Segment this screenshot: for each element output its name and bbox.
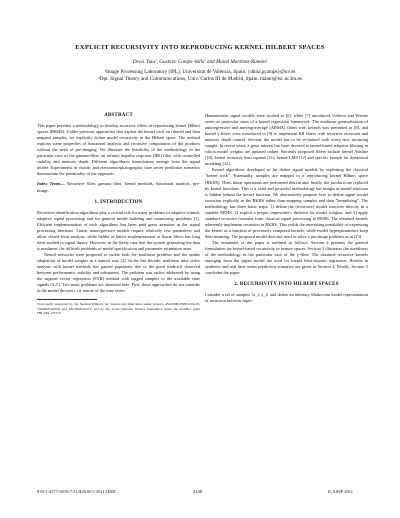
- left-column: [37, 113, 200, 315]
- author-list: Devis Tuia¹, Gustavo Camps-Valls¹ and Manel Martínez-Ramón²: [132, 59, 268, 65]
- intro-paragraph-2: Neural networks were proposed to tackle both the nonlinear problem and the online adaptation of model weights in a natural way [2]. In the last decade, nonlinear time series analysis with kernel methods has gained popularity due to the good trade-off observed between performance, stability and robustness. The problem was earlier addressed by using the support vector regression (SVR) method with lagged samples of the available time signals [3–5]. Two main problems are observed here. First, these approaches do not consider in the model the non-i.i.d. nature of the time series.: [37, 251, 200, 294]
- right-paragraph-3: The remainder of the paper is outlined as follows. Section 2 presents the general formulation for kernel-based recursivity in feature spaces. Section 3 illustrates the usefulness of the methodology in the particular case of the γ-filter. The obtained recursive kernels emerging from the signal model are used for kernel least-squares regression. Results in synthetic and real time series prediction scenarios are given in Section 4. Finally, Section 5 concludes the paper.: [205, 239, 368, 276]
- right-paragraph-2: Kernel algorithms developed so far define signal models by exploiting the classical "kernel trick". Essentially, samples are mapped to a reproducing kernel Hilbert space (RKHS). Then, linear operations are performed therein and, finally, dot products are replaced by kernel functions. This is a valid and powerful methodology but insight in model structure is hidden behind the kernel function. We alternatively propose here to define signal model recursion explicitly in the RKHS rather than mapping samples and then "kernelizing". The methodology has three basic steps: 1) define the (recursive) model structure directly in a suitable RKHS, 2) exploit a proper representer's theorem for model weights, and 3) apply standard recursive formulas from classical signal processing in RKHS. The obtained kernels inherently implement recursion in RKHS. This yields the interesting possibility of expressing the kernel as a function of previously computed kernels, while model hyperparameters keep their meaning. The proposed model does not need to solve a pre-image problem as in [13].: [205, 167, 368, 239]
- abstract-text: This paper presents a methodology to develop recursive filters in reproducing kernel Hilbert spaces (RKHS). Unlike previous approaches that exploit the kernel trick on filtered and then mapped samples, we explicitly define model recursivity in the Hilbert space. The method exploits some properties of functional analysis and recursive computation of dot products without the need of pre-imaging. We illustrate the feasibility of the methodology in the particular case of the gamma-filter, an infinite impulse response (IIR) filter with controlled stability and memory depth. Different algorithmic formulations emerge from the signal model. Experiments in chaotic and electroencephalographic time series prediction scenarios demonstrate the potentiality of the approach.: [37, 123, 200, 177]
- right-paragraph-1: Hammerstein signal models were studied in [6], while [7] introduced Volterra and Wiener series as particular cases of a kernel regression framework. The nonlinear generalization of autoregressive and moving-average (ARMA) filters with kernels was presented in [8], and kernel γ-filters were introduced in [9] to implement IIR filters with recursive recursion and memory depth control. Second, the model has to be re-trained with every new incoming sample. In recent years, a great interest has been devoted to kernel-based adaptive filtering in which model weights are updated online. Recently proposed filters include kernel Adaline [10], kernel recursive least squares [11], kernel LMS [12] and specific kernels for dynamical modeling [12].: [205, 113, 368, 167]
- section-2-text: Consider a set of samples {x_i, y_i} and define an arbitrary Markovian model representation of recursion between input-: [205, 292, 368, 304]
- introduction-heading: 1. INTRODUCTION: [94, 199, 143, 205]
- footer-isbn: 978-1-4577-0539-7/11/$26.00 ©2011 IEEE: [37, 489, 116, 494]
- page-footer: [0, 489, 400, 497]
- index-terms-text: Recursive filter, gamma filter, kernel methods, functional analysis, pre-image.: [37, 181, 201, 193]
- abstract-heading: ABSTRACT: [104, 113, 133, 118]
- index-terms: [37, 181, 200, 193]
- footer-page-number: 4148: [193, 489, 202, 494]
- right-column: [205, 113, 368, 304]
- section-2-heading: 2. RECURSIVITY INTO HILBERT SPACES: [234, 282, 339, 288]
- footer-conference: ICASSP 2011: [328, 489, 354, 494]
- intro-paragraph-1: Recursive identification algorithms play a crucial role for many problems in adaptive control, adaptive signal processing and for general model building and monitoring problems [1]. Efficient implementation of such algorithms has been paid great attention in the signal processing literature. Linear autoregressive models require relatively few parameters and allow closed-form analysis, while ladder or lattice implementation of linear filters has long been studied in signal theory. However, in the likely case that the system generating the data is nonlinear, the difficult problems of model specification and parameter estimation arise.: [37, 209, 200, 251]
- footnote-rule: [37, 299, 97, 300]
- funding-footnote: Work partly supported by the Spanish Ministry for Science and Innovation under projects AYA2008-05965-C04-03, CSD2007-00018 and TEC2008-02473, and by the Swiss National Science Foundation under the PostDoc grant PBLAP2-127713.: [37, 302, 200, 316]
- affiliation-2: ²Dpt. Signal Theory and Communications, Univ. Carlos III de Madrid, Spain. manel@tsc.uc3m.es: [98, 76, 302, 82]
- paper-title: EXPLICIT RECURSIVITY INTO REPRODUCING KERNEL HILBERT SPACES: [75, 44, 325, 51]
- index-terms-label: Index Terms—: [37, 181, 65, 187]
- affiliation-1: ¹Image Processing Laboratory (IPL), Universitat de València, Spain. {dtuia,gcamps}@uv.es: [104, 69, 296, 75]
